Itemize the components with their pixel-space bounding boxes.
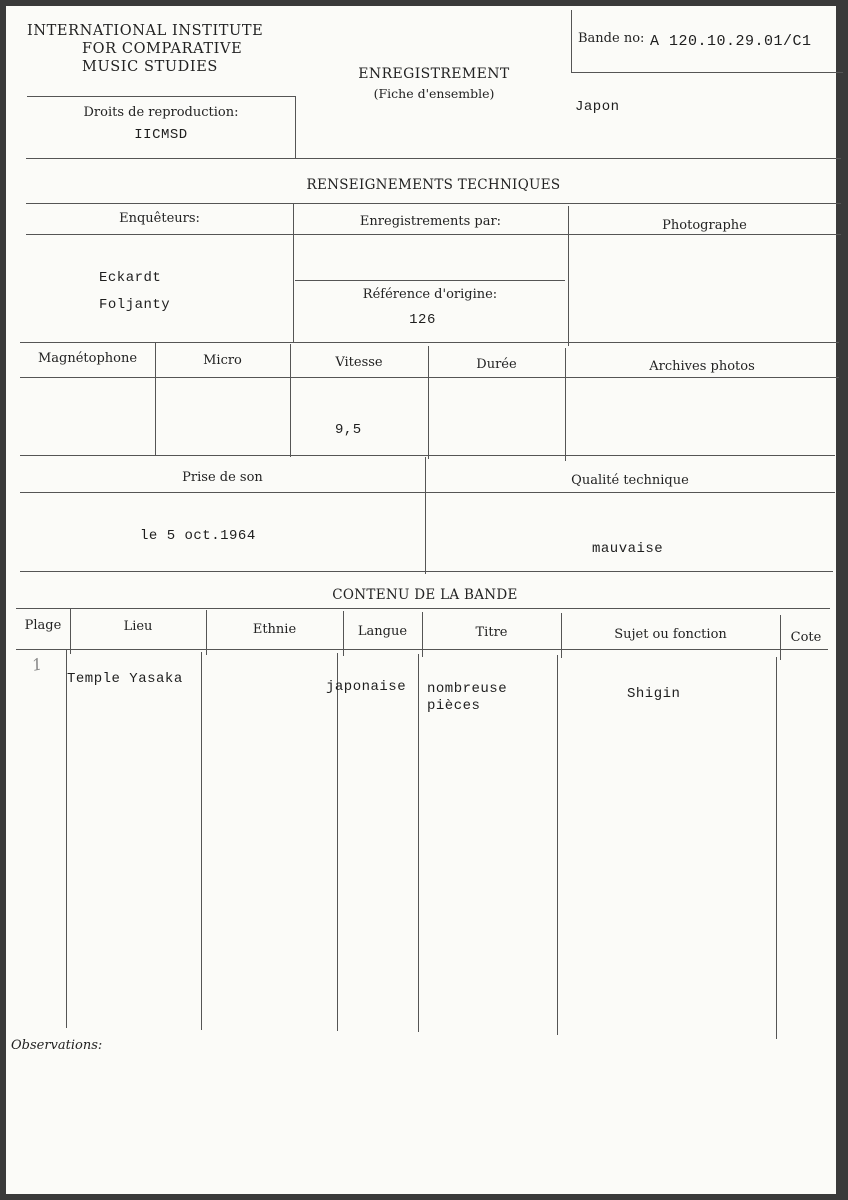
- country-value: Japon: [575, 99, 620, 115]
- content-column-line-2: [201, 652, 202, 1030]
- qualite-technique-value: mauvaise: [592, 541, 664, 557]
- bande-label: Bande no:: [578, 31, 645, 46]
- technical-section-title: RENSEIGNEMENTS TECHNIQUES: [306, 177, 561, 193]
- content-column-line-6: [776, 657, 777, 1039]
- archives-photos-label: Archives photos: [649, 359, 755, 374]
- bande-box-bottom-border: [571, 72, 843, 73]
- content-section-title: CONTENU DE LA BANDE: [332, 587, 518, 603]
- institute-name-line1: INTERNATIONAL INSTITUTE: [27, 23, 264, 39]
- content-column-line-3: [337, 653, 338, 1031]
- institute-name-line2: FOR COMPARATIVE: [82, 41, 243, 57]
- form-subtitle: (Fiche d'ensemble): [373, 86, 495, 101]
- technical-divider-2: [568, 206, 569, 346]
- sujet-value: Shigin: [627, 686, 681, 702]
- enqueteurs-label: Enquêteurs:: [119, 211, 200, 226]
- titre-value-line1: nombreuse: [427, 681, 508, 697]
- photographe-label: Photographe: [662, 218, 747, 233]
- equipment-divider-3: [428, 346, 429, 459]
- column-titre: Titre: [475, 625, 508, 640]
- content-rule-1: [16, 608, 830, 609]
- prise-de-son-value: le 5 oct.1964: [140, 528, 256, 544]
- content-column-line-1: [66, 650, 67, 1028]
- technical-rule-2: [26, 234, 841, 235]
- technical-divider-1: [293, 203, 294, 343]
- equipment-divider-1: [155, 342, 156, 455]
- rights-box-top-border: [27, 96, 295, 97]
- content-column-line-5: [557, 655, 558, 1035]
- technical-rule-4: [20, 455, 835, 456]
- technical-rule-1: [26, 203, 841, 204]
- column-sujet-ou-fonction: Sujet ou fonction: [614, 627, 727, 642]
- column-lieu: Lieu: [123, 619, 153, 634]
- technical-bottom-rule: [20, 571, 833, 572]
- content-header-divider-5: [561, 613, 562, 658]
- content-header-rule: [16, 649, 828, 650]
- enqueteur-1: Eckardt: [99, 270, 162, 286]
- langue-value: japonaise: [326, 679, 407, 695]
- equipment-divider-4: [565, 348, 566, 461]
- content-header-divider-1: [70, 609, 71, 654]
- vitesse-label: Vitesse: [335, 355, 383, 370]
- reference-top-rule: [295, 280, 565, 281]
- lieu-value: Temple Yasaka: [67, 671, 183, 687]
- vitesse-value: 9,5: [335, 422, 362, 438]
- micro-label: Micro: [203, 353, 242, 368]
- rights-label: Droits de reproduction:: [83, 105, 239, 120]
- column-plage: Plage: [24, 618, 62, 633]
- equipment-header-rule: [20, 377, 839, 378]
- observations-label: Observations:: [11, 1038, 103, 1053]
- bande-box-left-border: [571, 10, 572, 73]
- enqueteur-2: Foljanty: [99, 297, 171, 313]
- column-ethnie: Ethnie: [252, 622, 297, 637]
- prise-header-rule: [20, 492, 835, 493]
- content-header-divider-4: [422, 612, 423, 657]
- rights-box-right-border: [295, 96, 296, 159]
- header-bottom-rule: [26, 158, 841, 159]
- reference-label: Référence d'origine:: [362, 287, 498, 302]
- prise-de-son-label: Prise de son: [182, 470, 263, 485]
- institute-name-line3: MUSIC STUDIES: [82, 59, 218, 75]
- technical-rule-3: [20, 342, 839, 343]
- enregistrements-par-label: Enregistrements par:: [359, 214, 502, 229]
- bande-number: A 120.10.29.01/C1: [650, 33, 812, 50]
- column-langue: Langue: [357, 624, 408, 639]
- rights-value: IICMSD: [134, 127, 188, 143]
- qualite-technique-label: Qualité technique: [571, 473, 689, 488]
- duree-label: Durée: [476, 357, 517, 372]
- plage-value: 1: [30, 654, 45, 675]
- column-cote: Cote: [790, 630, 822, 645]
- reference-value: 126: [409, 312, 436, 328]
- equipment-divider-2: [290, 344, 291, 457]
- content-header-divider-6: [780, 615, 781, 660]
- prise-qualite-divider: [425, 457, 426, 574]
- content-column-line-4: [418, 654, 419, 1032]
- form-title: ENREGISTREMENT: [358, 66, 510, 82]
- titre-value-line2: pièces: [427, 698, 481, 714]
- magnetophone-label: Magnétophone: [37, 351, 138, 366]
